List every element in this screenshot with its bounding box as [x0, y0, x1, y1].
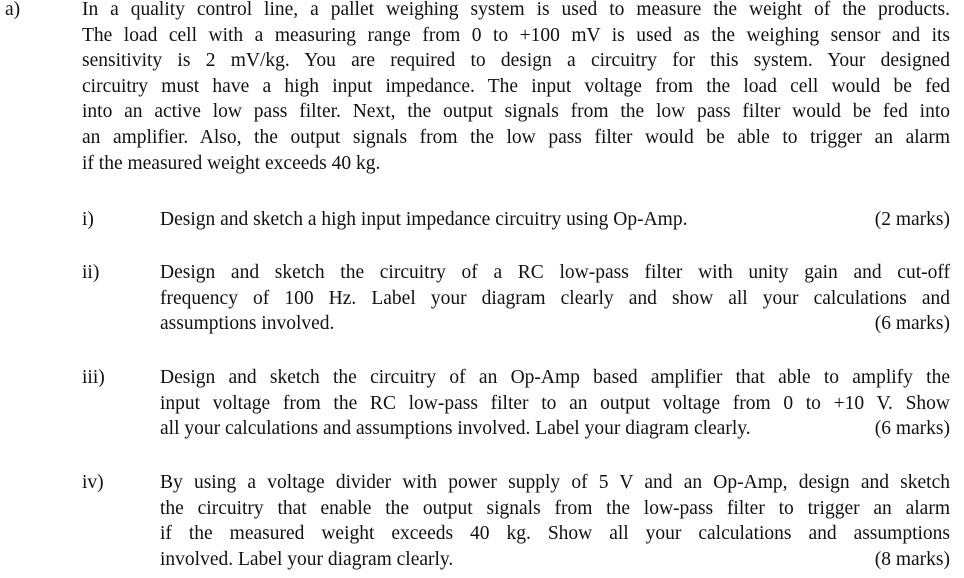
marks: (6 marks)	[874, 313, 950, 335]
part-line-with-marks	[160, 311, 950, 337]
part-line: all your calculations and assumptions involved. Label your diagram clearly.	[160, 418, 751, 440]
part-line-with-marks	[160, 207, 950, 233]
part-number: i)	[82, 209, 94, 230]
part-line-with-marks	[160, 416, 950, 442]
part-line: the circuitry that enable the output signals from the low-pass filter to trigger an alarm	[160, 497, 950, 519]
part-line: involved. Label your diagram clearly.	[160, 548, 454, 570]
part-line: assumptions involved.	[160, 313, 335, 335]
marks: (8 marks)	[874, 548, 950, 570]
part-body	[160, 470, 950, 572]
intro-line: The load cell with a measuring range from 0 to +100 mV is used as the weighing sensor and its	[82, 24, 950, 46]
marks: (6 marks)	[874, 418, 950, 440]
part-line: By using a voltage divider with power supply of 5 V and an Op-Amp, design and sketch	[160, 472, 950, 493]
question-label: a)	[5, 0, 21, 20]
intro-line: sensitivity is 2 mV/kg. You are required to design a circuitry for this system. Your designed	[82, 50, 950, 72]
marks: (2 marks)	[874, 209, 950, 230]
intro-line: circuitry must have a high input impedance. The input voltage from the load cell would be fed	[82, 75, 950, 97]
part-line: Design and sketch the circuitry of a RC low-pass filter with unity gain and cut-off	[160, 262, 950, 283]
part-body	[160, 207, 950, 233]
part-body	[160, 260, 950, 337]
part-number: iv)	[82, 472, 104, 493]
part-number: iii)	[82, 367, 105, 388]
intro-line: into an active low pass filter. Next, the output signals from the low pass filter would be fed into	[82, 101, 950, 123]
part-body	[160, 365, 950, 442]
part-number: ii)	[82, 262, 100, 283]
part-line: frequency of 100 Hz. Label your diagram clearly and show all your calculations and	[160, 287, 950, 309]
intro-line: In a quality control line, a pallet weighing system is used to measure the weight of the products.	[82, 0, 950, 20]
part-line: input voltage from the RC low-pass filter to an output voltage from 0 to +10 V. Show	[160, 392, 950, 414]
part-line: Design and sketch the circuitry of an Op-Amp based amplifier that able to amplify the	[160, 367, 950, 388]
intro-line: an amplifier. Also, the output signals from the low pass filter would be able to trigger an alarm	[82, 126, 950, 148]
question-intro	[82, 0, 950, 176]
part-line: Design and sketch a high input impedance circuitry using Op-Amp.	[160, 209, 688, 230]
part-line: if the measured weight exceeds 40 kg. Show all your calculations and assumptions	[160, 523, 950, 545]
intro-line: if the measured weight exceeds 40 kg.	[82, 152, 381, 174]
part-line-with-marks	[160, 547, 950, 573]
